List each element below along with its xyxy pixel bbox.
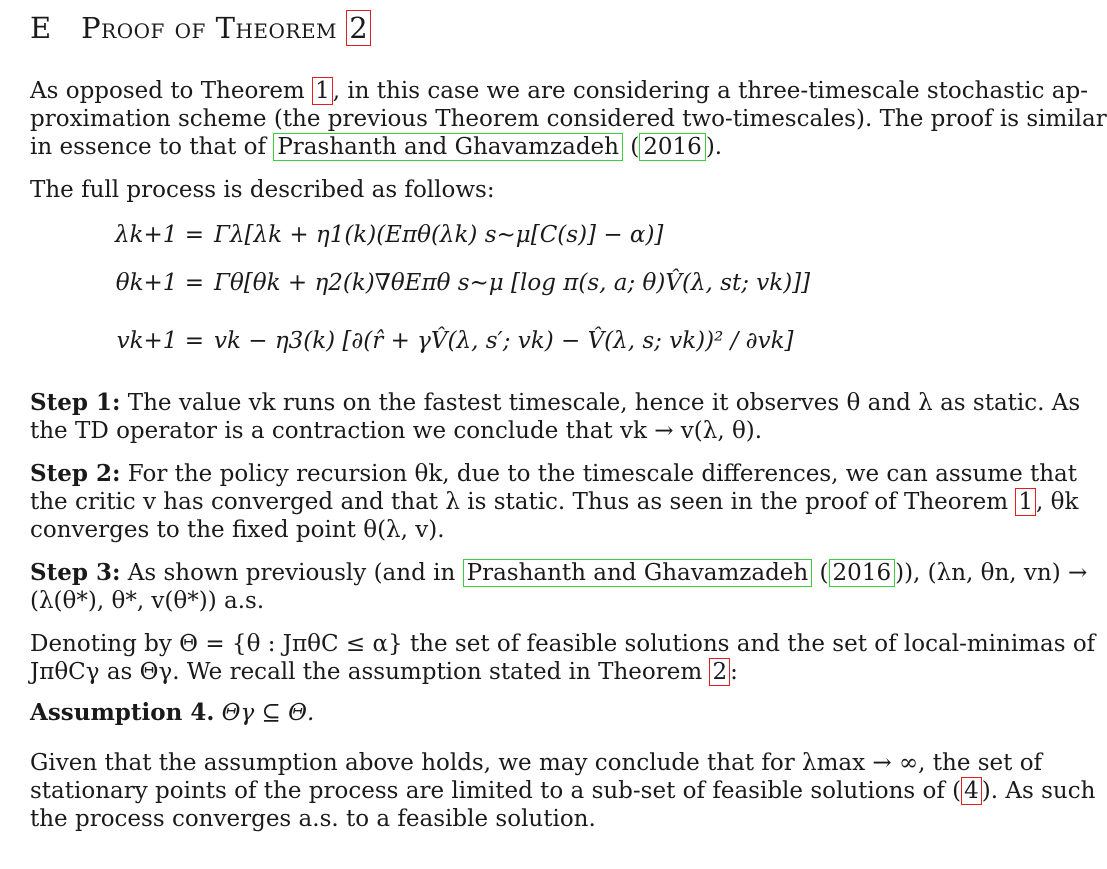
equation-lambda: λk+1 = Γλ[λk + η1(k)(Eπθ(λk) s∼μ[C(s)] − α)] [114, 222, 664, 248]
equation-v: vk+1 = vk − η3(k) [∂(r̂ + γV̂(λ, s′; vk) − V̂(λ, s; vk))² / ∂vk] [116, 328, 794, 354]
step1-line1: Step 1: The value vk runs on the fastest timescale, hence it observes θ and λ as static. As [30, 389, 1081, 416]
step2-line2: the critic v has converged and that λ is static. Thus as seen in the proof of Theorem 1 , θk [30, 489, 1079, 515]
para4-line1: Given that the assumption above holds, we may conclude that for λmax → ∞, the set of [30, 750, 1043, 776]
assumption-text: Θγ ⊆ Θ. [221, 700, 315, 726]
equation-theta: θk+1 = Γθ[θk + η2(k)∇θEπθ s∼μ [log π(s, a; θ)V̂(λ, st; vk)]] [115, 270, 811, 296]
para4-line3: the process converges a.s. to a feasible solution. [30, 806, 596, 832]
step3-line2: (λ(θ*), θ*, v(θ*)) a.s. [30, 588, 265, 614]
step3-label: Step 3: [30, 559, 121, 586]
assumption [30, 699, 314, 727]
section-heading [30, 11, 371, 45]
para3-line1: Denoting by Θ = {θ : JπθC ≤ α} the set of feasible solutions and the set of local-minimas of [30, 631, 1096, 657]
para4-line2: stationary points of the process are limited to a sub-set of feasible solutions of ( 4 ). As such [30, 778, 1096, 804]
theorem-1-ref-link-2[interactable]: 1 [1015, 488, 1036, 516]
section-letter: E [30, 11, 52, 45]
step1-label: Step 1: [30, 389, 121, 416]
theorem-2-ref-link[interactable]: 2 [709, 658, 730, 686]
para1-line3: in essence to that of Prashanth and Ghavamzadeh ( 2016 ). [30, 134, 723, 160]
step3-line1: Step 3: As shown previously (and in Prashanth and Ghavamzadeh ( 2016 )), (λn, θn, vn) → [30, 559, 1088, 586]
step1-line2: the TD operator is a contraction we conclude that vk → v(λ, θ). [30, 418, 763, 444]
para1-line1: As opposed to Theorem 1 , in this case we are considering a three-timescale stochastic ap- [30, 78, 1088, 104]
para3-line2: JπθCγ as Θγ. We recall the assumption stated in Theorem 2 : [30, 659, 738, 685]
para1-line2: proximation scheme (the previous Theorem considered two-timescales). The proof is similar [30, 106, 1107, 132]
section-title: Proof of Theorem [81, 11, 338, 45]
assumption-label: Assumption 4. [30, 699, 215, 726]
theorem-1-ref-link[interactable]: 1 [312, 77, 333, 105]
step2-label: Step 2: [30, 460, 121, 487]
citation-year-link[interactable]: 2016 [639, 133, 706, 161]
citation-link[interactable]: Prashanth and Ghavamzadeh [273, 133, 623, 161]
citation-link-2[interactable]: Prashanth and Ghavamzadeh [463, 559, 813, 587]
step2-line3: converges to the fixed point θ(λ, v). [30, 517, 445, 543]
theorem-ref-link[interactable]: 2 [346, 10, 370, 46]
step2-line1: Step 2: For the policy recursion θk, due to the timescale differences, we can assume that [30, 460, 1077, 487]
para2: The full process is described as follows: [30, 177, 495, 203]
equation-4-ref-link[interactable]: 4 [961, 777, 982, 805]
citation-year-link-2[interactable]: 2016 [829, 559, 896, 587]
